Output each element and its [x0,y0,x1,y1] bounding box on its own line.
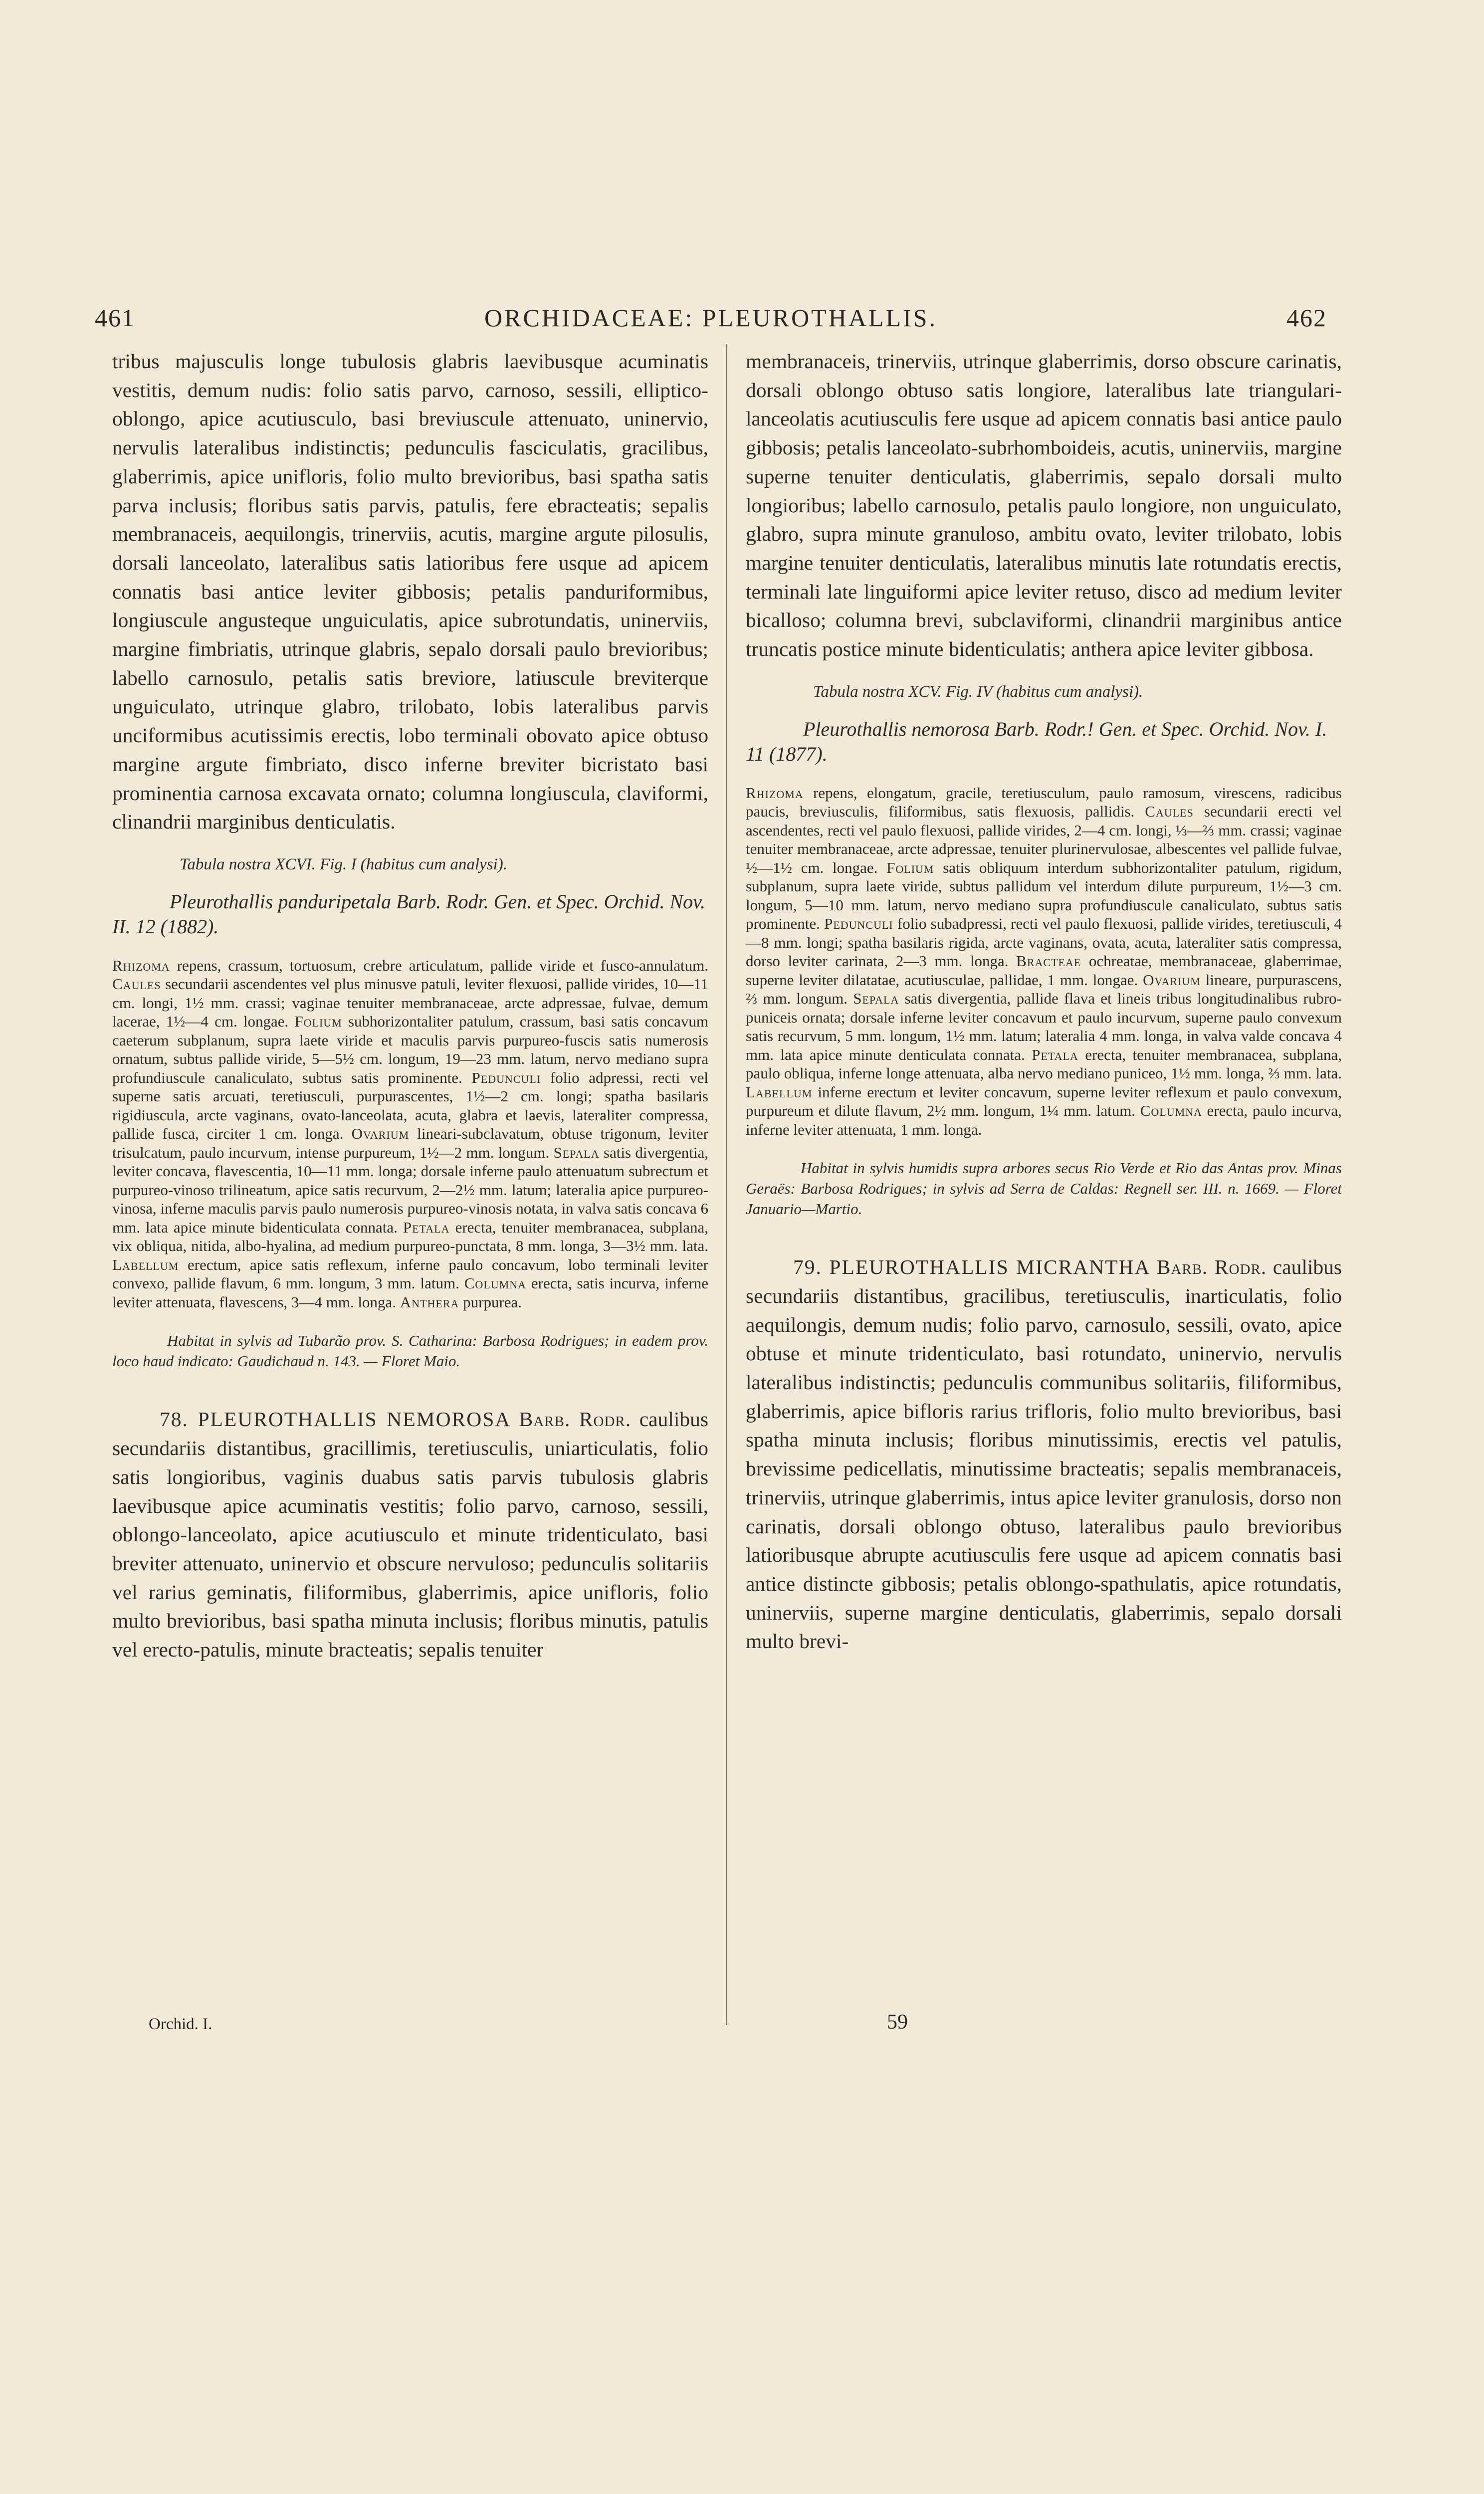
species-diagnosis: caulibus secundariis distantibus, gracilibus, teretiusculis, inarticulatis, folio aequilongis, demum nudis; folio parvo, carnosulo, sessili, ovato, apice obtuse et minute tridenticulato, basi rotundato, uninervio, nervulis lateralibus indistinctis; pedunculis communibus solitariis, filiformibus, glaberrimis, apice bifloris rarius trifloris, folio multo brevioribus, basi spatha minuta inclusis; floribus minutissimis, erectis vel patulis, brevissime pedicellatis, minutissime bracteatis; sepalis membranaceis, trinerviis, utrinque glaberrimis, intus apice leviter granulosis, dorso non carinatis, dorsali oblongo obtuso, lateralibus paulo brevioribus latioribusque abrupte acutiusculis fere usque ad apicem connatis basi antice distincte gibbosis; petalis oblongo-spathulatis, apice rotundatis, uninerviis, superne margine denticulatis, glaberrimis, sepalo dorsali multo brevi- [746,1255,1342,1653]
running-title [95,303,1327,332]
right-column [746,347,1342,1656]
page-number-right: 462 [1286,304,1327,332]
species-author: Barb. Rodr. [1156,1255,1267,1279]
habitat-note: Habitat in sylvis humidis supra arbores secus Rio Verde et Rio das Antas prov. Minas Geraës: Barbosa Rodrigues; in sylvis ad Serra de Caldas: Regnell ser. III. n. 1669. — Floret Januario—Martio. [746,1159,1342,1218]
species-number: 79. [793,1255,822,1279]
species-name: PLEUROTHALLIS NEMOROSA [198,1408,510,1431]
species-diagnosis: caulibus secundariis distantibus, gracillimis, teretiusculis, uniarticulatis, folio satis longioribus, vaginis duabus satis parvis tubulosis glabris laevibusque apice acuminatis vestitis; folio parvo, carnoso, sessili, oblongo-lanceolato, apice acutiusculo et minute tridenticulato, basi breviter attenuato, uninervio et obscure nervuloso; pedunculis solitariis vel rarius geminatis, filiformibus, glaberrimis, apice unifloris, folio multo brevioribus, basi spatha minuta inclusis; floribus minutis, patulis vel erecto-patulis, minute bracteatis; sepalis tenuiter [112,1408,709,1662]
page-number-left: 461 [95,304,135,332]
species-name: PLEUROTHALLIS MICRANTHA [829,1255,1150,1279]
species-author: Barb. Rodr. [519,1408,632,1431]
signature-mark: Orchid. I. [149,2015,212,2033]
running-title-right: PLEUROTHALLIS. [702,304,937,332]
species-entry-79 [746,1253,1342,1656]
plate-reference: Tabula nostra XCVI. Fig. I (habitus cum analysi). [180,855,507,873]
column-divider [726,344,727,2025]
species-citation: Pleurothallis panduripetala Barb. Rodr. Gen. et Spec. Orchid. Nov. II. 12 (1882). [112,890,705,938]
detailed-description: Rhizoma repens, elongatum, gracile, teretiusculum, paulo ramosum, virescens, radicibus paucis, breviusculis, filiformibus, satis flexuosis, pallidis. Caules secundarii erecti vel ascendentes, recti vel paulo flexuosi, pallide virides, 2—4 cm. longi, ⅓—⅔ mm. crassi; vaginae tenuiter membranaceae, arcte adpressae, tenuiter plurinervulosae, albescentes vel pallide fulvae, ½—1½ cm. longae. Folium satis obliquum interdum subhorizontaliter patulum, rigidum, subplanum, supra laete viride, subtus pallidum vel interdum dilute purpureum, 1½—3 cm. longum, 5—10 mm. latum, nervo mediano supra profundiuscule canaliculato, subtus satis prominente. Pedunculi folio subadpressi, recti vel paulo flexuosi, pallide virides, teretiusculi, 4—8 mm. longi; spatha basilaris rigida, arcte vaginans, ovata, acuta, lateraliter satis compressa, dorso leviter carinata, 2—3 mm. longa. Bracteae ochreatae, membranaceae, glaberrimae, superne leviter dilatatae, acutiusculae, pallidae, 1 mm. longae. Ovarium lineare, purpurascens, ⅔ mm. longum. Sepala satis divergentia, pallide flava et lineis tribus longitudinalibus rubro-puniceis ornata; dorsale inferne leviter concavum et paulo incurvum, superne paulo convexum satis recurvum, 5 mm. longum, 1½ mm. latum; lateralia 4 mm. longa, in valva valde concava 4 mm. lata apice minute denticulata connata. Petala erecta, tenuiter membranacea, subplana, paulo obliqua, inferne longe attenuata, alba nervo mediano puniceo, 1½ mm. longa, ⅔ mm. lata. Labellum inferne erectum et leviter concavum, superne leviter reflexum et paulo convexum, purpureum et dilute flavum, 2½ mm. longum, 1¼ mm. latum. Columna erecta, paulo incurva, inferne leviter attenuata, 1 mm. longa. [746,784,1342,1138]
plate-reference: Tabula nostra XCV. Fig. IV (habitus cum analysi). [813,682,1143,701]
page-header [95,303,1327,333]
species-number: 78. [160,1408,189,1431]
continued-description: membranaceis, trinerviis, utrinque glaberrimis, dorso obscure carinatis, dorsali oblongo obtuso satis longiore, lateralibus late triangulari-lanceolatis acutiusculis fere usque ad apicem connatis basi antice paulo gibbosis; petalis lanceolato-subrhomboideis, acutis, uninerviis, margine superne tenuiter denticulatis, glaberrimis, sepalo dorsali multo longioribus; labello carnosulo, petalis paulo longiore, non unguiculato, glabro, supra minute granuloso, ambitu ovato, leviter trilobato, lobis margine tenuiter denticulatis, lateralibus minutis late rotundatis erectis, terminali late linguiformi apice leviter retuso, disco ad medium leviter bicalloso; columna brevi, subclaviformi, clinandrii marginibus antice truncatis postice minute bidenticulatis; anthera apice leviter gibbosa. [746,350,1342,661]
running-title-left: ORCHIDACEAE: [484,304,694,332]
continued-description: tribus majusculis longe tubulosis glabris laevibusque acuminatis vestitis, demum nudis: folio satis parvo, carnoso, sessili, elliptico-oblongo, apice acutiusculo, basi breviuscule attenuato, uninervio, nervulis lateralibus indistinctis; pedunculis fasciculatis, gracilibus, glaberrimis, apice unifloris, folio multo brevioribus, basi spatha satis parva inclusis; floribus satis parvis, patulis, fere ebracteatis; sepalis membranaceis, aequilongis, trinerviis, acutis, margine argute pilosulis, dorsali lanceolato, lateralibus satis latioribus fere usque ad apicem connatis basi antice leviter gibbosis; petalis panduriformibus, longiuscule angusteque unguiculatis, apice subrotundatis, uninerviis, margine fimbriatis, utrinque glabris, sepalo dorsali paulo brevioribus; labello carnosulo, petalis satis breviore, latiuscule breviterque unguiculato, utrinque glabro, trilobato, lobis lateralibus parvis unciformibus acutissimis erectis, lobo terminali obovato apice obtuso margine argute fimbriato, disco inferne breviter bicristato basi prominentia carnosa excavata ornato; columna longiuscula, claviformi, clinandrii marginibus denticulatis. [112,350,708,833]
species-entry-78 [112,1405,708,1664]
species-citation: Pleurothallis nemorosa Barb. Rodr.! Gen. et Spec. Orchid. Nov. I. 11 (1877). [746,717,1327,765]
detailed-description: Rhizoma repens, crassum, tortuosum, crebre articulatum, pallide viride et fusco-annulatum. Caules secundarii ascendentes vel plus minusve patuli, leviter flexuosi, pallide virides, 10—11 cm. longi, 1½ mm. crassi; vaginae tenuiter membranaceae, arcte adpressae, fulvae, demum lacerae, 1½—4 cm. longae. Folium subhorizontaliter patulum, crassum, basi satis concavum caeterum subplanum, supra laete viride et maculis parvis purpureo-fuscis satis numerosis ornatum, subtus pallide viride, 5—5½ cm. longum, 19—23 mm. latum, nervo mediano supra profundiuscule canaliculato, subtus satis prominente. Pedunculi folio adpressi, recti vel superne satis arcuati, teretiusculi, purpurascentes, 1½—2 cm. longi; spatha basilaris rigidiuscula, arcte vaginans, ovato-lanceolata, acuta, glabra et laevis, lateraliter compressa, pallide fusca, circiter 1 cm. longa. Ovarium lineari-subclavatum, obtuse trigonum, leviter trisulcatum, paulo incurvum, intense purpureum, 1½—2 mm. longum. Sepala satis divergentia, leviter concava, flavescentia, 10—11 mm. longa; dorsale inferne paulo attenuatum subrectum et purpureo-vinoso trilineatum, apice satis recurvum, 2—2½ mm. latum; lateralia apice purpureo-vinosa, inferne maculis parvis paulo numerosis purpureo-vinosis notata, in valva satis concava 6 mm. lata apice minute bidenticulata connata. Petala erecta, tenuiter membranacea, subplana, vix obliqua, nitida, albo-hyalina, ad medium purpureo-punctata, 8 mm. longa, 3—3½ mm. lata. Labellum erectum, apice satis reflexum, inferne paulo concavum, lobo terminali leviter convexo, pallide flavum, 6 mm. longum, 3 mm. latum. Columna erecta, satis incurva, inferne leviter attenuata, flavescens, 3—4 mm. longa. Anthera purpurea. [112,956,709,1311]
habitat-note: Habitat in sylvis ad Tubarão prov. S. Catharina: Barbosa Rodrigues; in eadem prov. loco haud indicato: Gaudichaud n. 143. — Floret Maio. [112,1332,708,1370]
sheet-number: 59 [887,2011,908,2034]
left-column [112,347,708,1664]
